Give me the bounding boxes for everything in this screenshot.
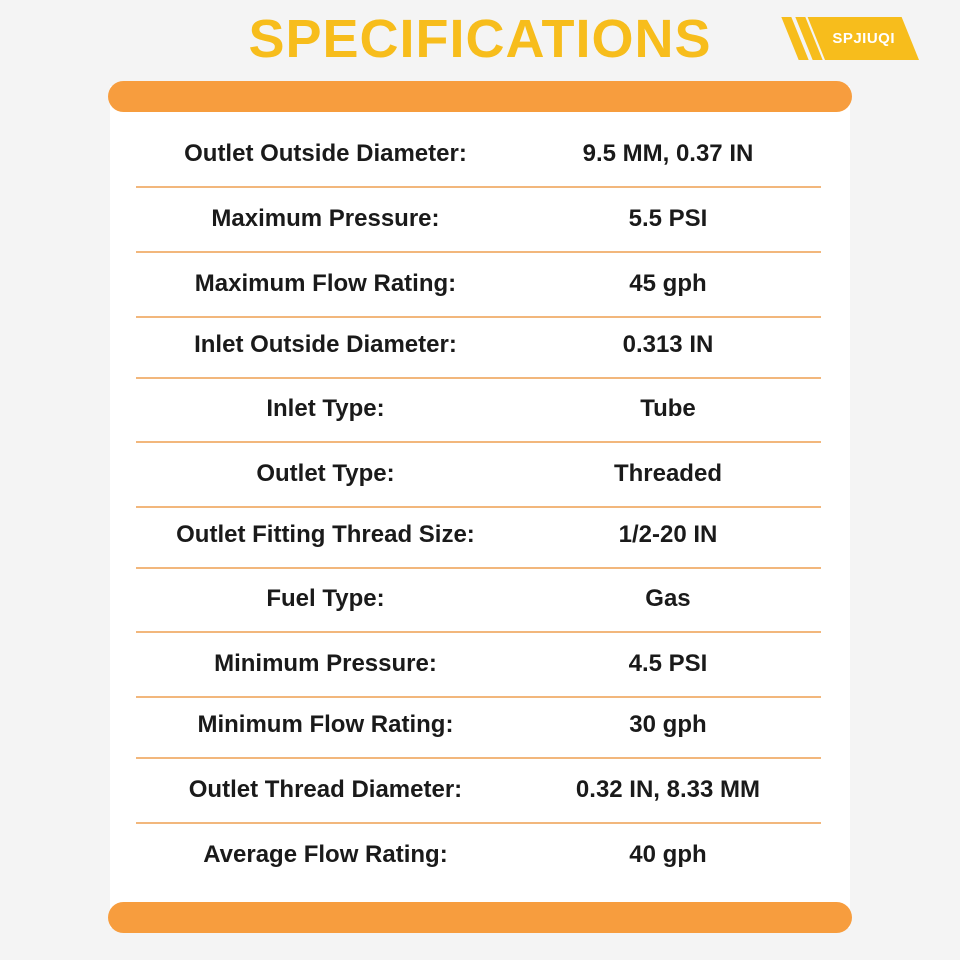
spec-row-inlet-outside-diameter [136, 314, 821, 376]
brand-logo [808, 17, 919, 60]
spec-label: Outlet Fitting Thread Size: [176, 521, 475, 548]
spec-row-minimum-flow-rating [136, 694, 821, 756]
spec-row-average-flow-rating [136, 824, 821, 886]
spec-value: 5.5 PSI [628, 205, 708, 232]
spec-value: 45 gph [629, 270, 707, 297]
spec-value: 9.5 MM, 0.37 IN [582, 140, 754, 167]
spec-row-outlet-outside-diameter [136, 123, 821, 185]
spec-row-outlet-type [136, 443, 821, 505]
spec-label: Inlet Type: [266, 395, 385, 422]
spec-label: Average Flow Rating: [203, 841, 448, 868]
spec-value: 40 gph [629, 841, 707, 868]
spec-label: Minimum Pressure: [214, 650, 437, 677]
spec-label: Outlet Outside Diameter: [184, 140, 467, 167]
spec-value: Threaded [613, 460, 722, 487]
spec-label: Inlet Outside Diameter: [194, 331, 457, 358]
spec-label: Outlet Type: [256, 460, 395, 487]
card-bottom-bar [108, 902, 852, 933]
spec-label: Minimum Flow Rating: [197, 711, 454, 738]
spec-value: 1/2-20 IN [618, 521, 718, 548]
spec-row-minimum-pressure [136, 633, 821, 695]
spec-value: 0.313 IN [622, 331, 714, 358]
spec-value: 0.32 IN, 8.33 MM [575, 776, 760, 803]
spec-label: Maximum Flow Rating: [194, 270, 457, 297]
spec-row-maximum-pressure [136, 188, 821, 250]
spec-row-outlet-fitting-thread-size [136, 504, 821, 566]
spec-value: Gas [645, 585, 691, 612]
spec-value: 30 gph [629, 711, 707, 738]
spec-row-maximum-flow-rating [136, 253, 821, 315]
spec-value: Tube [640, 395, 696, 422]
spec-row-outlet-thread-diameter [136, 759, 821, 821]
page-title: SPECIFICATIONS [248, 9, 712, 69]
spec-label: Maximum Pressure: [211, 205, 440, 232]
card-top-bar [108, 81, 852, 112]
brand-name: SPJIUQI [831, 30, 895, 47]
spec-row-fuel-type [136, 568, 821, 630]
spec-label: Fuel Type: [266, 585, 385, 612]
spec-value: 4.5 PSI [628, 650, 708, 677]
spec-row-inlet-type [136, 378, 821, 440]
spec-label: Outlet Thread Diameter: [188, 776, 463, 803]
